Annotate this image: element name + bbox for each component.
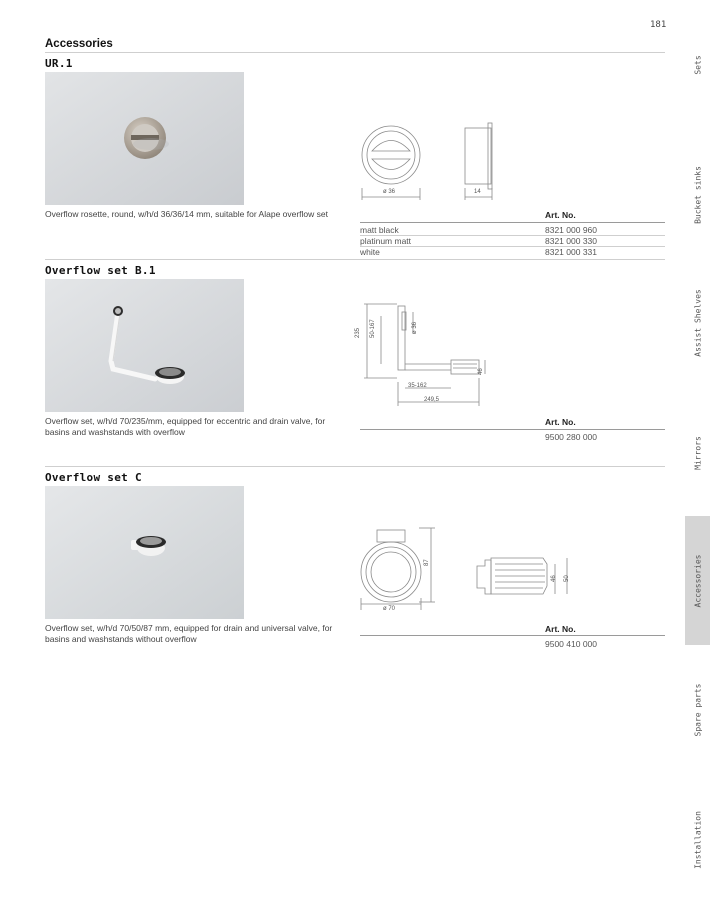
art-table-rule-ur1 (360, 222, 665, 223)
side-tab-spare-parts[interactable] (685, 675, 710, 745)
dim-body-height-c: 46 (551, 575, 557, 582)
product-title-c: Overflow set C (45, 471, 142, 484)
variant-art-no: 8321 000 331 (545, 247, 597, 257)
section-divider (45, 52, 665, 53)
product-photo-c (45, 486, 244, 619)
variant-art-no: 9500 410 000 (545, 639, 597, 649)
product-description-c: Overflow set, w/h/d 70/50/87 mm, equipped for drain and universal valve, for basins and washstands without overflow (45, 623, 333, 644)
art-table-rule-c (360, 635, 665, 636)
product-divider (45, 259, 665, 260)
variant-divider (360, 246, 665, 247)
side-tab-label: Accessories (693, 554, 702, 607)
page-number: 181 (650, 20, 667, 30)
variant-art-no: 8321 000 330 (545, 236, 597, 246)
product-title-b1: Overflow set B.1 (45, 264, 156, 277)
dim-diameter-b1: ø 36 (412, 321, 418, 334)
product-description-ur1: Overflow rosette, round, w/h/d 36/36/14 mm, suitable for Alape overflow set (45, 209, 329, 219)
dim-total-height-c: 50 (564, 575, 570, 582)
side-tab-label: Spare parts (693, 683, 702, 737)
side-tab-bucket-sinks[interactable] (685, 160, 710, 230)
side-tab-accessories[interactable] (685, 516, 710, 645)
side-tab-installation[interactable] (685, 800, 710, 880)
variant-art-no: 8321 000 960 (545, 225, 597, 235)
technical-drawing-b1 (355, 298, 495, 408)
side-tab-label: Sets (693, 55, 702, 75)
dim-outlet-b1: 46 (478, 368, 484, 375)
product-title-ur1: UR.1 (45, 57, 73, 70)
dim-depth-ur1: 14 (474, 189, 481, 195)
side-navigation (685, 0, 710, 903)
side-tab-label: Mirrors (693, 435, 702, 470)
product-divider (45, 466, 665, 467)
product-photo-b1 (45, 279, 244, 412)
dim-width-total-b1: 249,5 (424, 397, 440, 403)
side-tab-label: Installation (693, 811, 702, 869)
variant-name: platinum matt (360, 236, 412, 246)
side-tab-mirrors[interactable] (685, 425, 710, 480)
side-tab-assist-shelves[interactable] (685, 285, 710, 360)
side-tab-label: Bucket sinks (693, 166, 702, 224)
art-no-header-b1: Art. No. (545, 417, 576, 427)
dim-height-range-b1: 50-167 (370, 319, 376, 338)
dim-diameter-ur1: ø 36 (383, 189, 396, 195)
dim-height-total-b1: 235 (355, 327, 361, 338)
side-tab-sets[interactable] (685, 40, 710, 90)
dim-width-range-b1: 35-162 (408, 383, 427, 389)
variant-art-no: 9500 280 000 (545, 432, 597, 442)
side-tab-label: Assist Shelves (693, 288, 702, 357)
technical-drawing-ur1 (355, 118, 515, 202)
product-description-b1: Overflow set, w/h/d 70/235/mm, equipped for eccentric and drain valve, for basins and washstands with overflow (45, 416, 326, 437)
art-no-header-ur1: Art. No. (545, 210, 576, 220)
technical-drawing-c (355, 524, 585, 616)
dim-height-c: 87 (424, 559, 430, 566)
dim-diameter-c: ø 70 (383, 606, 396, 612)
product-photo-ur1 (45, 72, 244, 205)
section-title: Accessories (45, 38, 113, 50)
variant-name: white (360, 247, 380, 257)
variant-name: matt black (360, 225, 399, 235)
art-table-rule-b1 (360, 429, 665, 430)
art-no-header-c: Art. No. (545, 624, 576, 634)
